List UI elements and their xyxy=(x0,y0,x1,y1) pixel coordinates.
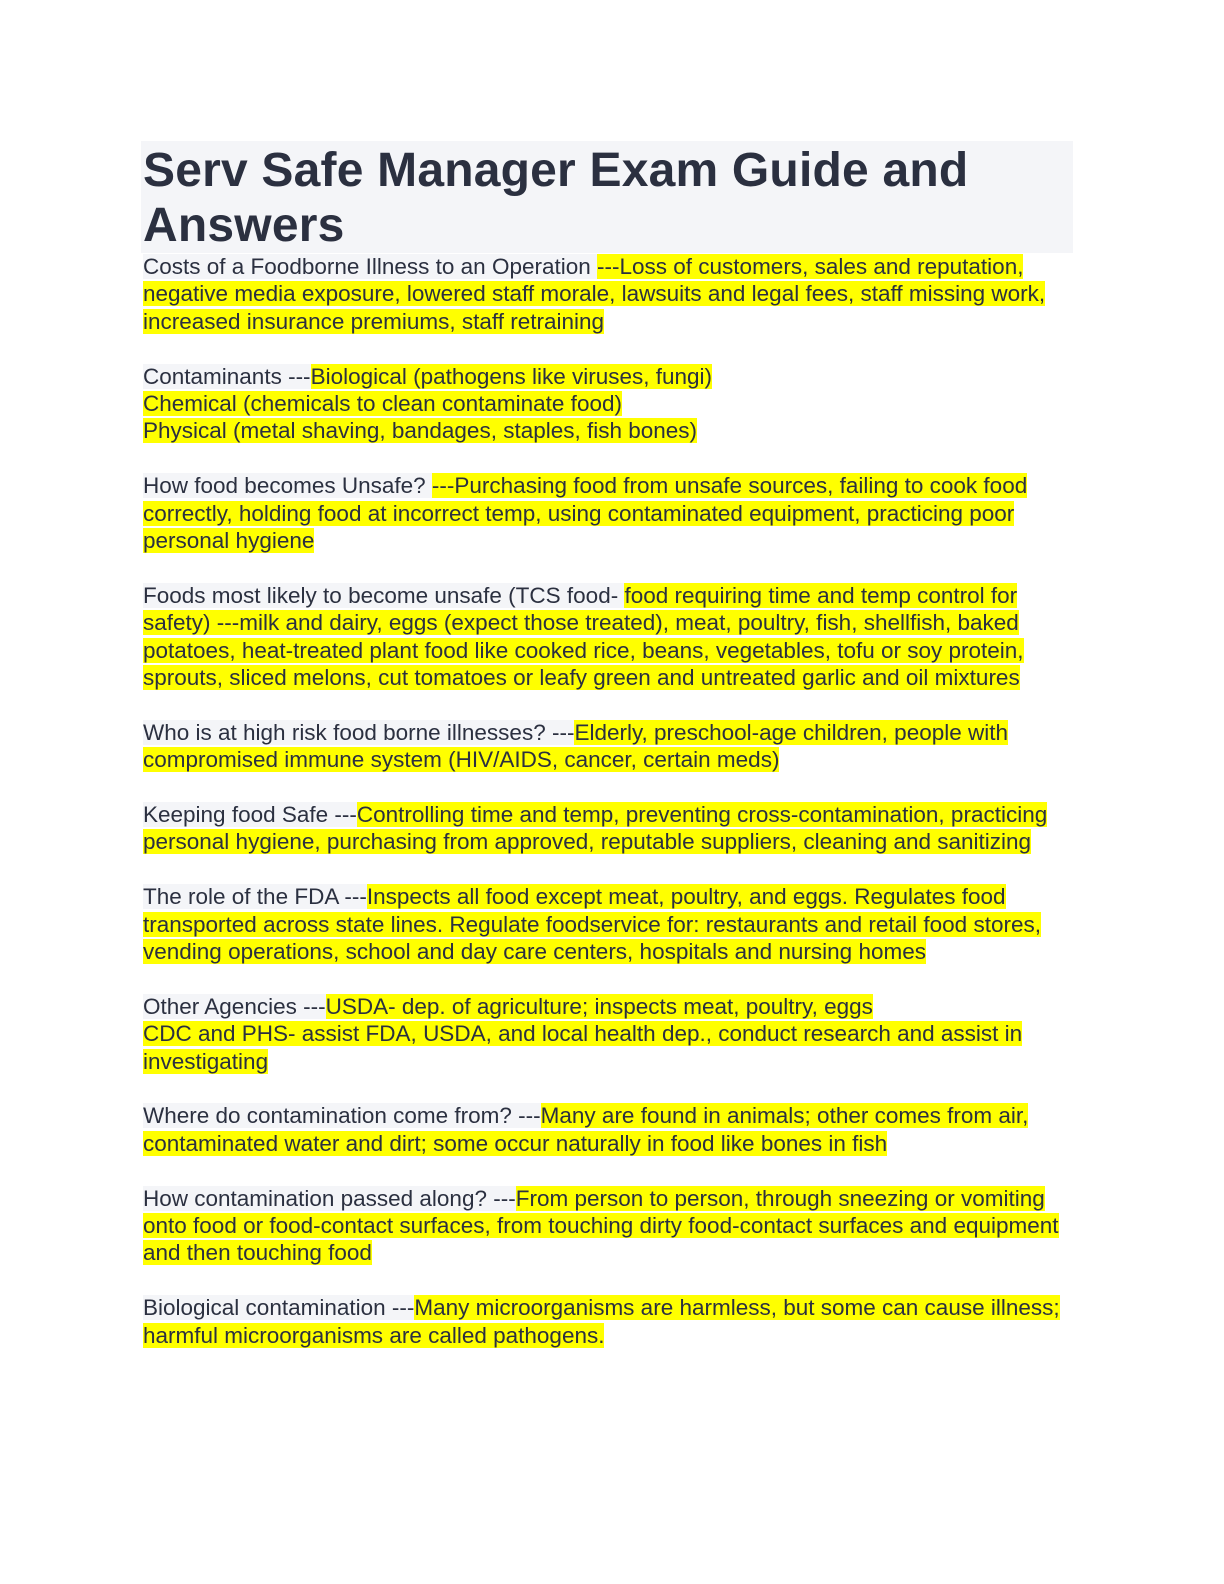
question-text: Foods most likely to become unsafe (TCS food- xyxy=(143,582,625,608)
qa-entry xyxy=(143,1294,1073,1349)
question-text: Who is at high risk food borne illnesses? --- xyxy=(143,719,575,745)
qa-entry xyxy=(143,253,1073,335)
page-title xyxy=(143,143,1073,253)
qa-entry xyxy=(143,883,1073,965)
qa-entry xyxy=(143,582,1073,692)
title-line-2: Answers xyxy=(143,199,345,252)
question-text: Keeping food Safe --- xyxy=(143,802,357,828)
question-text: The role of the FDA --- xyxy=(143,884,367,910)
question-text: Other Agencies --- xyxy=(143,993,326,1019)
qa-entry xyxy=(143,1102,1073,1157)
answer-text: Inspects all food except meat, poultry, and eggs. Regulates food transported across state lines. Regulate foodservice for: restaurants and retail food stores, vending operations, school and day care centers, hospitals and nursing homes xyxy=(143,884,1041,965)
qa-entry xyxy=(143,472,1073,554)
answer-line: USDA- dep. of agriculture; inspects meat, poultry, eggs xyxy=(325,993,873,1019)
answer-line: Chemical (chemicals to clean contaminate food) xyxy=(143,391,622,417)
answer-text: Controlling time and temp, preventing cross-contamination, practicing personal hygiene, purchasing from approved, reputable suppliers, cleaning and sanitizing xyxy=(143,802,1048,855)
question-text: Biological contamination --- xyxy=(143,1295,415,1321)
answer-text: ---Loss of customers, sales and reputation, negative media exposure, lowered staff morale, lawsuits and legal fees, staff missing work, increased insurance premiums, staff retraining xyxy=(143,254,1046,334)
answer-line: Biological (pathogens like viruses, fungi) xyxy=(310,363,713,389)
qa-entry xyxy=(143,719,1073,774)
qa-entry xyxy=(143,801,1073,856)
qa-entry xyxy=(143,363,1073,445)
answer-text: From person to person, through sneezing or vomiting onto food or food-contact surfaces, from touching dirty food-contact surfaces and equipment and then touching food xyxy=(143,1185,1059,1266)
answer-line: Physical (metal shaving, bandages, staples, fish bones) xyxy=(143,418,698,444)
answer-text: Many microorganisms are harmless, but some can cause illness; harmful microorganisms are called pathogens. xyxy=(143,1295,1060,1348)
question-text: How food becomes Unsafe? xyxy=(143,473,432,499)
qa-entry xyxy=(143,993,1073,1075)
question-text: Costs of a Foodborne Illness to an Operation xyxy=(143,254,598,279)
title-block xyxy=(141,141,1073,253)
question-text: Contaminants --- xyxy=(143,363,311,389)
answer-text: food requiring time and temp control for safety) ---milk and dairy, eggs (expect those treated), meat, poultry, fish, shellfish, baked potatoes, heat-treated plant food like cooked rice, beans, vegetables, tofu or soy protein, sprouts, sliced melons, cut tomatoes or leafy green and untreated garlic and oil mixtures xyxy=(143,582,1024,691)
answer-text: ---Purchasing food from unsafe sources, failing to cook food correctly, holding food at incorrect temp, using contaminated equipment, practicing poor personal hygiene xyxy=(143,473,1028,554)
question-text: How contamination passed along? --- xyxy=(143,1185,516,1211)
answer-text: Many are found in animals; other comes from air, contaminated water and dirt; some occur naturally in food like bones in fish xyxy=(143,1103,1029,1156)
title-line-1: Serv Safe Manager Exam Guide and xyxy=(143,144,969,197)
document-page xyxy=(143,141,1073,1376)
answer-line: CDC and PHS- assist FDA, USDA, and local health dep., conduct research and assist in investigating xyxy=(143,1021,1023,1074)
qa-entry xyxy=(143,1185,1073,1267)
answer-text: Elderly, preschool-age children, people with compromised immune system (HIV/AIDS, cancer, certain meds) xyxy=(143,719,1009,773)
question-text: Where do contamination come from? --- xyxy=(143,1103,541,1129)
